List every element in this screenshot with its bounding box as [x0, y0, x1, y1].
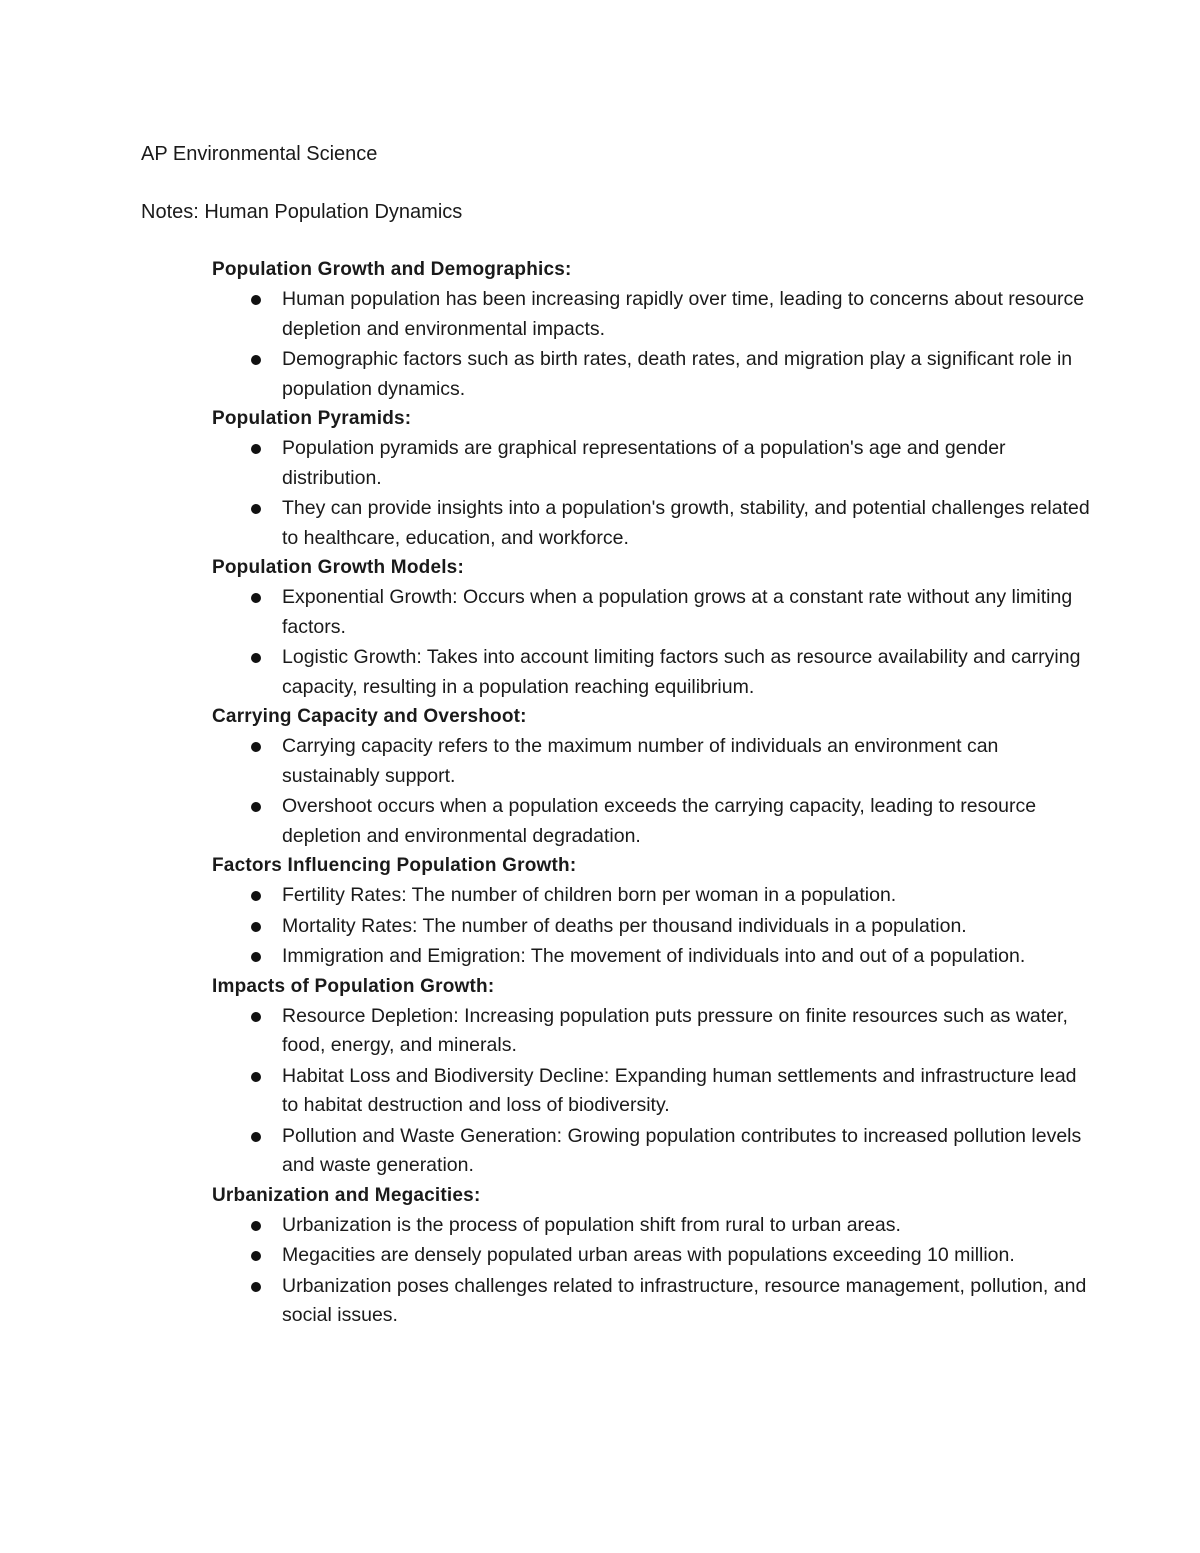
- bullet-text: Megacities are densely populated urban areas with populations exceeding 10 million.: [282, 1244, 1015, 1266]
- bullet-text: Logistic Growth: Takes into account limiting factors such as resource availability and carrying capacity, resulting in a population reaching equilibrium.: [282, 646, 1081, 698]
- bullet-text: Human population has been increasing rapidly over time, leading to concerns about resource depletion and environmental impacts.: [282, 288, 1085, 340]
- notes-section: [212, 1182, 1092, 1331]
- notes-section: [212, 973, 1092, 1181]
- notes-section: [212, 405, 1092, 553]
- list-item: [212, 1062, 1092, 1121]
- bullet-text: Urbanization poses challenges related to infrastructure, resource management, pollution, and social issues.: [282, 1274, 1087, 1326]
- list-item: [212, 881, 1092, 911]
- bullet-dot-icon: [251, 295, 261, 305]
- course-title: AP Environmental Science: [141, 143, 378, 165]
- bullet-dot-icon: [251, 653, 261, 663]
- bullet-dot-icon: [251, 1251, 261, 1261]
- list-item: [212, 1272, 1092, 1331]
- bullet-dot-icon: [251, 1221, 261, 1231]
- list-item: [212, 1211, 1092, 1241]
- bullet-dot-icon: [251, 922, 261, 932]
- bullet-text: Habitat Loss and Biodiversity Decline: Expanding human settlements and infrastructure lead to habitat destruction and loss of biodiversity.: [282, 1064, 1077, 1116]
- bullet-list: [212, 881, 1092, 972]
- section-heading: Population Growth Models:: [212, 557, 464, 578]
- bullet-dot-icon: [251, 504, 261, 514]
- notes-section: [212, 852, 1092, 972]
- bullet-list: [212, 583, 1092, 702]
- section-heading: Urbanization and Megacities:: [212, 1184, 481, 1206]
- bullet-list: [212, 434, 1092, 553]
- bullet-text: Carrying capacity refers to the maximum number of individuals an environment can sustainably support.: [282, 735, 999, 787]
- list-item: [212, 792, 1092, 851]
- section-heading: Population Growth and Demographics:: [212, 259, 572, 280]
- bullet-dot-icon: [251, 742, 261, 752]
- list-item: [212, 434, 1092, 493]
- bullet-text: Urbanization is the process of population shift from rural to urban areas.: [282, 1213, 901, 1236]
- section-heading: Impacts of Population Growth:: [212, 975, 495, 997]
- list-item: [212, 643, 1092, 702]
- bullet-text: Demographic factors such as birth rates, death rates, and migration play a significant role in population dynamics.: [282, 348, 1073, 400]
- section-heading: Population Pyramids:: [212, 408, 412, 429]
- notes-section: [212, 554, 1092, 702]
- bullet-list: [212, 1002, 1092, 1181]
- bullet-list: [212, 732, 1092, 851]
- bullet-dot-icon: [251, 891, 261, 901]
- bullet-text: Pollution and Waste Generation: Growing population contributes to increased pollution levels and waste generation.: [282, 1124, 1082, 1176]
- notes-sections: [212, 256, 1092, 1332]
- section-heading: Carrying Capacity and Overshoot:: [212, 706, 527, 727]
- bullet-dot-icon: [251, 593, 261, 603]
- bullet-list: [212, 1211, 1092, 1331]
- notes-section: [212, 256, 1092, 404]
- notes-section: [212, 703, 1092, 851]
- section-heading: Factors Influencing Population Growth:: [212, 855, 577, 876]
- bullet-dot-icon: [251, 802, 261, 812]
- bullet-dot-icon: [251, 1012, 261, 1022]
- bullet-text: Exponential Growth: Occurs when a population grows at a constant rate without any limiting factors.: [282, 586, 1073, 638]
- bullet-text: They can provide insights into a population's growth, stability, and potential challenges related to healthcare, education, and workforce.: [282, 497, 1090, 549]
- bullet-text: Population pyramids are graphical representations of a population's age and gender distribution.: [282, 437, 1006, 489]
- list-item: [212, 583, 1092, 642]
- bullet-text: Fertility Rates: The number of children born per woman in a population.: [282, 884, 897, 906]
- list-item: [212, 1002, 1092, 1061]
- notes-title: Notes: Human Population Dynamics: [141, 201, 463, 223]
- list-item: [212, 912, 1092, 942]
- list-item: [212, 1122, 1092, 1181]
- list-item: [212, 345, 1092, 404]
- list-item: [212, 494, 1092, 553]
- list-item: [212, 732, 1092, 791]
- bullet-dot-icon: [251, 444, 261, 454]
- bullet-text: Mortality Rates: The number of deaths per thousand individuals in a population.: [282, 914, 967, 937]
- bullet-dot-icon: [251, 1132, 261, 1142]
- bullet-dot-icon: [251, 355, 261, 365]
- bullet-text: Overshoot occurs when a population exceeds the carrying capacity, leading to resource depletion and environmental degradation.: [282, 795, 1037, 847]
- list-item: [212, 1241, 1092, 1271]
- bullet-text: Immigration and Emigration: The movement of individuals into and out of a population.: [282, 945, 1026, 967]
- bullet-list: [212, 285, 1092, 404]
- bullet-dot-icon: [251, 1072, 261, 1082]
- bullet-dot-icon: [251, 1282, 261, 1292]
- bullet-text: Resource Depletion: Increasing population puts pressure on finite resources such as water, food, energy, and minerals.: [282, 1004, 1068, 1056]
- list-item: [212, 942, 1092, 972]
- bullet-dot-icon: [251, 952, 261, 962]
- list-item: [212, 285, 1092, 344]
